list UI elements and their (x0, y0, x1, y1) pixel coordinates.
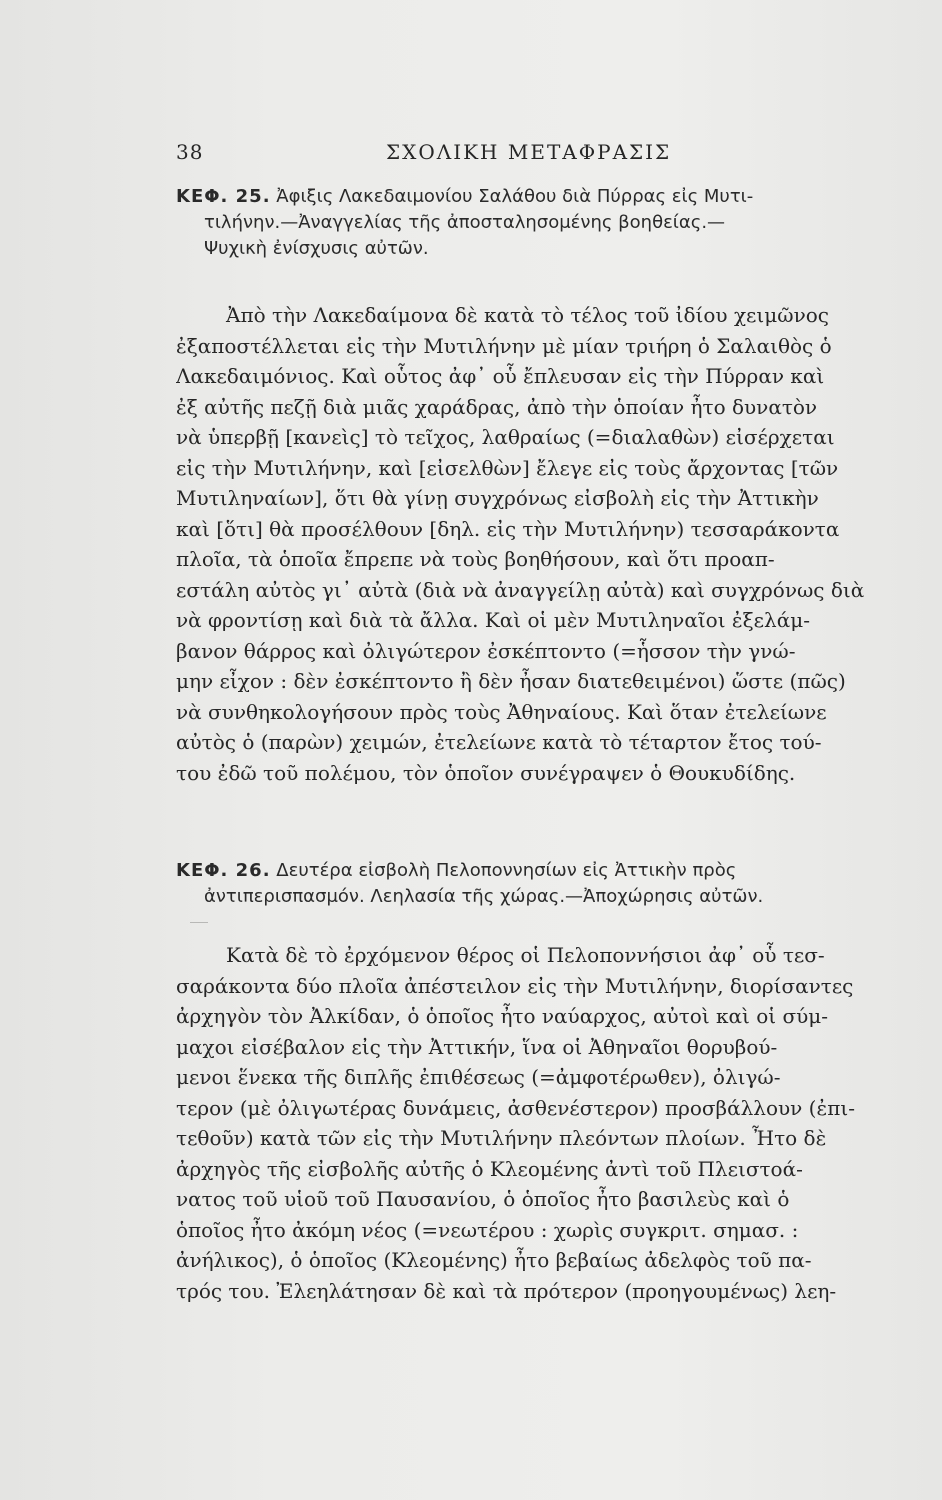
chapter-25-heading-line-3: Ψυχικὴ ἐνίσχυσις αὐτῶν. (204, 238, 429, 259)
chapter-25-heading-text-1: Ἀφιξις Λακεδαιμονίου Σαλάθου διὰ Πύρρας εἰς Μυτι- (276, 186, 754, 207)
text-line: ἀνήλικος), ὁ ὁποῖος (Κλεομένης) ἦτο βεβαίως ἀδελφὸς τοῦ πα- (176, 1248, 812, 1272)
divider (190, 922, 208, 923)
text-line: μενοι ἕνεκα τῆς διπλῆς ἐπιθέσεως (=ἀμφοτέρωθεν), ὀλιγώ- (176, 1065, 781, 1089)
text-line: νὰ συνθηκολογήσουν πρὸς τοὺς Ἀθηναίους. Καὶ ὅταν ἐτελείωνε (176, 699, 827, 724)
text-line: σαράκοντα δύο πλοῖα ἀπέστειλον εἰς τὴν Μυτιλήνην, διορίσαντες (176, 973, 854, 998)
chapter-25-label: ΚΕΦ. 25. (176, 186, 271, 207)
text-line: τρός του. Ἐλεηλάτησαν δὲ καὶ τὰ πρότερον (προηγουμένως) λεη- (176, 1278, 837, 1303)
text-line: μην εἶχον : δὲν ἐσκέπτοντο ἢ δὲν ἦσαν διατεθειμένοι) ὥστε (πῶς) (176, 669, 846, 693)
text-line: εἰς τὴν Μυτιλήνην, καὶ [εἰσελθὼν] ἔλεγε εἰς τοὺς ἄρχοντας [τῶν (176, 455, 839, 480)
text-line: Ἀπὸ τὴν Λακεδαίμονα δὲ κατὰ τὸ τέλος τοῦ ἰδίου χειμῶνος (226, 303, 829, 327)
text-line: Λακεδαιμόνιος. Καὶ οὗτος ἀφ᾽ οὗ ἔπλευσαν εἰς τὴν Πύρραν καὶ (176, 364, 825, 388)
text-line: τεθοῦν) κατὰ τῶν εἰς τὴν Μυτιλήνην πλεόντων πλοίων. Ἦτο δὲ (176, 1126, 827, 1150)
chapter-25-paragraph (176, 300, 906, 788)
page-number: 38 (176, 140, 204, 164)
chapter-26-heading-text-1: Δευτέρα εἰσβολὴ Πελοποννησίων εἰς Ἀττικὴν πρὸς (276, 860, 737, 881)
text-line: ἀρχηγὸς τῆς εἰσβολῆς αὐτῆς ὁ Κλεομένης ἀντὶ τοῦ Πλειστοά- (176, 1156, 803, 1181)
running-header (176, 140, 706, 174)
chapter-25-heading-line-1 (176, 184, 906, 210)
text-line: ἐξ αὐτῆς πεζῇ διὰ μιᾶς χαράδρας, ἀπὸ τὴν ὁποίαν ἦτο δυνατὸν (176, 394, 818, 419)
chapter-26-label: ΚΕΦ. 26. (176, 860, 271, 881)
text-line: του ἐδῶ τοῦ πολέμου, τὸν ὁποῖον συνέγραψεν ὁ Θουκυδίδης. (176, 760, 796, 785)
chapter-25-heading (176, 184, 906, 262)
chapter-26-heading-line-1 (176, 858, 906, 884)
running-title: ΣΧΟΛΙΚΗ ΜΕΤΑΦΡΑΣΙΣ (386, 140, 672, 164)
text-line: ἀρχηγὸν τὸν Ἀλκίδαν, ὁ ὁποῖος ἦτο ναύαρχος, αὐτοὶ καὶ οἱ σύμ- (176, 1004, 829, 1028)
text-line: νατος τοῦ υἱοῦ τοῦ Παυσανίου, ὁ ὁποῖος ἦτο βασιλεὺς καὶ ὁ (176, 1187, 790, 1211)
text-line: ὁποῖος ἦτο ἀκόμη νέος (=νεωτέρου : χωρὶς συγκριτ. σημασ. : (176, 1217, 799, 1242)
text-line: Μυτιληναίων], ὅτι θὰ γίνῃ συγχρόνως εἰσβολὴ εἰς τὴν Ἀττικὴν (176, 486, 819, 510)
chapter-26-heading (176, 858, 906, 910)
text-line: μαχοι εἰσέβαλον εἰς τὴν Ἀττικήν, ἵνα οἱ Ἀθηναῖοι θορυβού- (176, 1034, 778, 1059)
text-line: νὰ φροντίσῃ καὶ διὰ τὰ ἄλλα. Καὶ οἱ μὲν Μυτιληναῖοι ἐξελάμ- (176, 608, 810, 632)
text-line: αὐτὸς ὁ (παρὼν) χειμών, ἐτελείωνε κατὰ τὸ τέταρτον ἔτος τού- (176, 730, 822, 754)
chapter-25-heading-line-2: τιλήνην.—Ἀναγγελίας τῆς ἀποσταλησομένης βοηθείας.— (204, 212, 726, 233)
text-line: εστάλη αὐτὸς γι᾽ αὐτὰ (διὰ νὰ ἀναγγείλῃ αὐτὰ) καὶ συγχρόνως διὰ (176, 577, 865, 602)
text-line: τερον (μὲ ὀλιγωτέρας δυνάμεις, ἀσθενέστερον) προσβάλλουν (ἐπι- (176, 1095, 855, 1120)
text-line: καὶ [ὅτι] θὰ προσέλθουν [δηλ. εἰς τὴν Μυτιλήνην) τεσσαράκοντα (176, 516, 840, 541)
chapter-26-paragraph (176, 940, 906, 1306)
text-line: ἐξαποστέλλεται εἰς τὴν Μυτιλήνην μὲ μίαν τριήρη ὁ Σαλαιθὸς ὁ (176, 333, 832, 358)
text-line: νὰ ὑπερβῇ [κανεὶς] τὸ τεῖχος, λαθραίως (=διαλαθὼν) εἰσέρχεται (176, 425, 835, 449)
text-line: βανον θάρρος καὶ ὀλιγώτερον ἐσκέπτοντο (=ἧσσον τὴν γνώ- (176, 638, 796, 663)
text-line: πλοῖα, τὰ ὁποῖα ἔπρεπε νὰ τοὺς βοηθήσουν, καὶ ὅτι προαπ- (176, 547, 775, 571)
chapter-26-heading-line-2: ἀντιπερισπασμόν. Λεηλασία τῆς χώρας.—Ἀποχώρησις αὐτῶν. (204, 886, 764, 907)
text-line: Κατὰ δὲ τὸ ἐρχόμενον θέρος οἱ Πελοποννήσιοι ἀφ᾽ οὗ τεσ- (226, 943, 825, 967)
